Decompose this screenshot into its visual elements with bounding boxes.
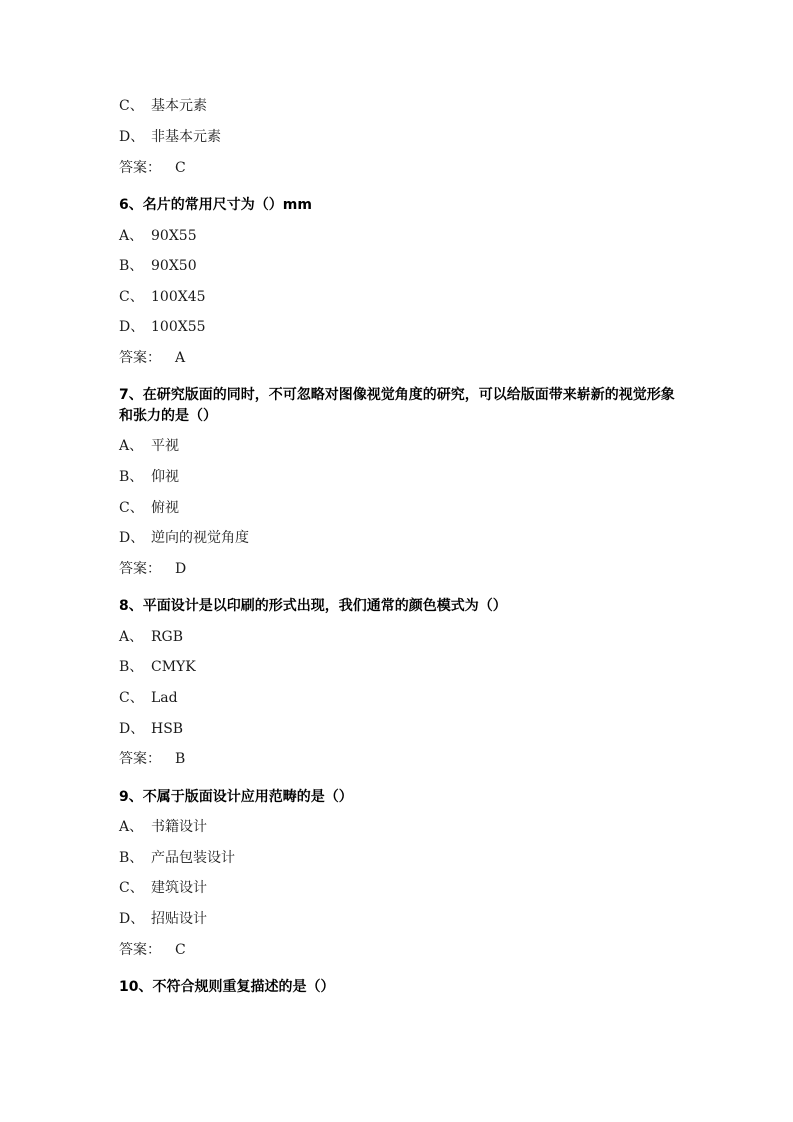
answer-label: 答案： <box>119 942 161 958</box>
option-d <box>119 319 206 335</box>
option-text: 90X55 <box>151 228 197 244</box>
option-letter: D、 <box>119 911 145 927</box>
option-b <box>119 469 179 485</box>
option-text: 建筑设计 <box>151 880 207 896</box>
question-10: 10、不符合规则重复描述的是（） <box>119 979 335 995</box>
option-text: 产品包装设计 <box>151 850 235 866</box>
answer-label: 答案： <box>119 350 161 366</box>
option-text: 逆向的视觉角度 <box>151 530 249 546</box>
option-c <box>119 880 207 896</box>
option-letter: B、 <box>119 850 144 866</box>
option-text: 非基本元素 <box>151 129 221 145</box>
option-text: 平视 <box>151 438 179 454</box>
question-9: 9、不属于版面设计应用范畴的是（） <box>119 789 353 805</box>
option-text: 90X50 <box>151 258 197 274</box>
answer-value: A <box>175 350 186 366</box>
answer-value: B <box>175 751 186 767</box>
option-text: CMYK <box>151 659 196 675</box>
answer-label: 答案： <box>119 751 161 767</box>
answer-value: D <box>175 561 187 577</box>
option-text: 书籍设计 <box>151 819 207 835</box>
option-text: 100X55 <box>151 319 206 335</box>
answer-label: 答案： <box>119 561 161 577</box>
option-d <box>119 129 221 145</box>
option-letter: A、 <box>119 819 144 835</box>
option-letter: B、 <box>119 469 144 485</box>
option-a <box>119 819 207 835</box>
answer-value: C <box>175 160 186 176</box>
option-letter: D、 <box>119 721 145 737</box>
option-letter: C、 <box>119 880 144 896</box>
option-text: 仰视 <box>151 469 179 485</box>
option-letter: A、 <box>119 438 144 454</box>
option-letter: A、 <box>119 629 144 645</box>
question-6: 6、名片的常用尺寸为（）mm <box>119 197 312 213</box>
option-c <box>119 98 207 114</box>
option-d <box>119 911 207 927</box>
option-text: 100X45 <box>151 289 206 305</box>
option-text: 基本元素 <box>151 98 207 114</box>
answer-line <box>119 942 186 958</box>
option-text: Lad <box>151 690 178 706</box>
option-letter: D、 <box>119 530 145 546</box>
option-letter: B、 <box>119 258 144 274</box>
option-text: 俯视 <box>151 500 179 516</box>
option-letter: C、 <box>119 690 144 706</box>
option-letter: C、 <box>119 500 144 516</box>
option-letter: D、 <box>119 129 145 145</box>
option-d <box>119 721 183 737</box>
option-text: HSB <box>151 721 184 737</box>
answer-line <box>119 160 186 176</box>
option-d <box>119 530 249 546</box>
option-letter: D、 <box>119 319 145 335</box>
option-c <box>119 500 179 516</box>
option-a <box>119 629 183 645</box>
option-b <box>119 850 235 866</box>
option-b <box>119 258 197 274</box>
option-letter: A、 <box>119 228 144 244</box>
option-b <box>119 659 196 675</box>
answer-label: 答案： <box>119 160 161 176</box>
option-c <box>119 690 178 706</box>
option-letter: C、 <box>119 289 144 305</box>
option-a <box>119 438 179 454</box>
answer-line <box>119 350 185 366</box>
question-8: 8、平面设计是以印刷的形式出现，我们通常的颜色模式为（） <box>119 598 507 614</box>
option-letter: C、 <box>119 98 144 114</box>
option-text: 招贴设计 <box>151 911 207 927</box>
option-text: RGB <box>151 629 184 645</box>
answer-line <box>119 751 185 767</box>
option-letter: B、 <box>119 659 144 675</box>
question-7: 7、在研究版面的同时，不可忽略对图像视觉角度的研究，可以给版面带来崭新的视觉形象和张力的是（） <box>119 387 675 424</box>
option-c <box>119 289 206 305</box>
answer-line <box>119 561 186 577</box>
option-a <box>119 228 197 244</box>
answer-value: C <box>175 942 186 958</box>
